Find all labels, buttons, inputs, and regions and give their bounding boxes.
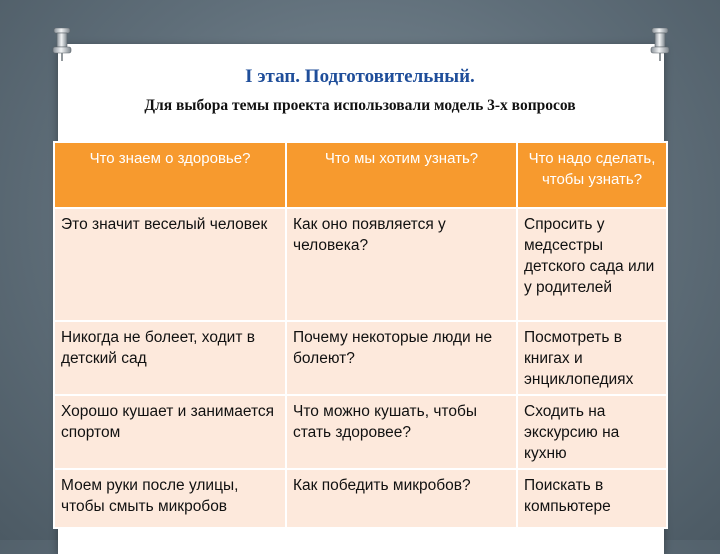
table-cell: Спросить у медсестры детского сада или у родителей <box>517 208 667 321</box>
table-row <box>54 321 667 395</box>
pushpin-icon <box>52 28 72 62</box>
table-cell: Хорошо кушает и занимается спортом <box>54 395 286 469</box>
table-header-row <box>54 142 667 208</box>
table-row <box>54 208 667 321</box>
table-cell: Что можно кушать, чтобы стать здоровее? <box>286 395 517 469</box>
column-header: Что надо сделать, чтобы узнать? <box>517 142 667 208</box>
table-cell: Как победить микробов? <box>286 469 517 528</box>
table-cell: Моем руки после улицы, чтобы смыть микробов <box>54 469 286 528</box>
table-cell: Как оно появляется у человека? <box>286 208 517 321</box>
column-header: Что знаем о здоровье? <box>54 142 286 208</box>
slide-title: I этап. Подготовительный. <box>245 66 475 87</box>
slide-subtitle: Для выбора темы проекта использовали модель 3-х вопросов <box>144 97 576 114</box>
questions-table <box>53 141 668 529</box>
table-cell: Почему некоторые люди не болеют? <box>286 321 517 395</box>
table-cell: Это значит веселый человек <box>54 208 286 321</box>
table-cell: Никогда не болеет, ходит в детский сад <box>54 321 286 395</box>
table-cell: Посмотреть в книгах и энциклопедиях <box>517 321 667 395</box>
column-header: Что мы хотим узнать? <box>286 142 517 208</box>
pushpin-icon <box>650 28 670 62</box>
table-cell: Поискать в компьютере <box>517 469 667 528</box>
table-row <box>54 395 667 469</box>
table-row <box>54 469 667 528</box>
table-cell: Сходить на экскурсию на кухню <box>517 395 667 469</box>
